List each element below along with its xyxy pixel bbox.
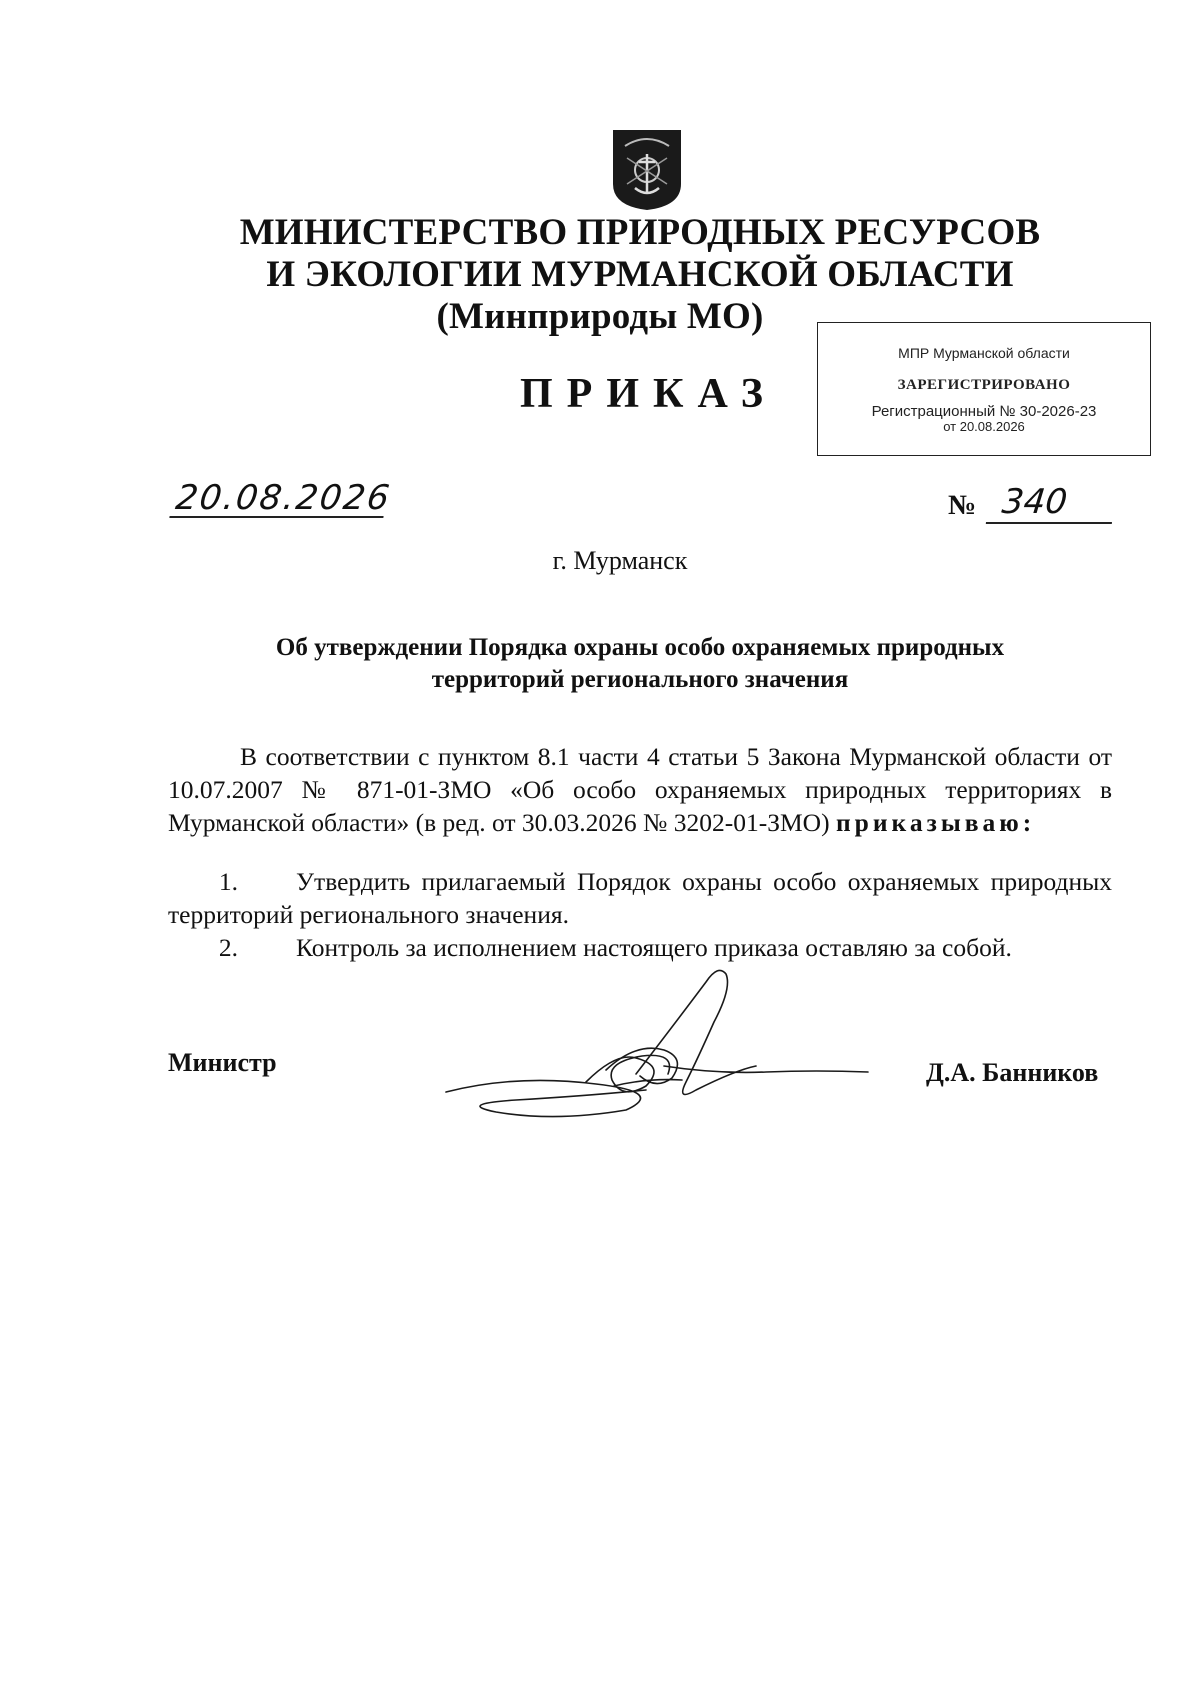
subject-line1: Об утверждении Порядка охраны особо охраняемых природных [275, 634, 1005, 661]
order-number-handwritten: 340 [986, 482, 1116, 524]
ministry-header [200, 212, 1080, 338]
signatory-role: Министр [168, 1048, 277, 1077]
item-text: Утвердить прилагаемый Порядок охраны особо охраняемых природных территорий регионального значения. [168, 867, 1112, 929]
order-word: приказываю: [835, 808, 1036, 837]
ministry-short-name: (Минприроды МО) [436, 296, 764, 337]
order-date-handwritten: 20.08.2026 [169, 480, 388, 518]
signatory-name: Д.А. Банников [926, 1058, 1099, 1087]
stamp-organization: МПР Мурманской области [898, 345, 1070, 361]
handwritten-signature [436, 962, 876, 1132]
city: г. Мурманск [552, 546, 688, 575]
item-text: Контроль за исполнением настоящего приказа оставляю за собой. [296, 933, 1012, 962]
subject-line2: территорий регионального значения [431, 666, 849, 693]
order-item [168, 865, 1112, 931]
preamble-text: В соответствии с пунктом 8.1 части 4 статьи 5 Закона Мурманской области от 10.07.2007 № 871-01-ЗМО «Об особо охраняемых природных территориях в Мурманской области» (в ред. от 30.03.2026 № 3202-01-ЗМО) [168, 742, 1112, 837]
number-label: № [948, 490, 977, 521]
order-subject [220, 632, 1060, 696]
preamble-paragraph [168, 740, 1112, 839]
stamp-registration-number: Регистрационный № 30-2026-23 [871, 403, 1097, 420]
coat-of-arms-icon [611, 128, 683, 212]
item-number: 2. [218, 933, 238, 962]
document-type-title: ПРИКАЗ [520, 371, 777, 417]
registration-stamp [817, 322, 1151, 456]
ministry-name-line1: МИНИСТЕРСТВО ПРИРОДНЫХ РЕСУРСОВ [239, 212, 1041, 253]
stamp-date: от 20.08.2026 [943, 419, 1025, 434]
order-item [168, 931, 1112, 964]
ministry-name-line2: И ЭКОЛОГИИ МУРМАНСКОЙ ОБЛАСТИ [266, 254, 1014, 295]
stamp-status: ЗАРЕГИСТРИРОВАНО [897, 377, 1071, 393]
item-number: 1. [218, 867, 238, 896]
